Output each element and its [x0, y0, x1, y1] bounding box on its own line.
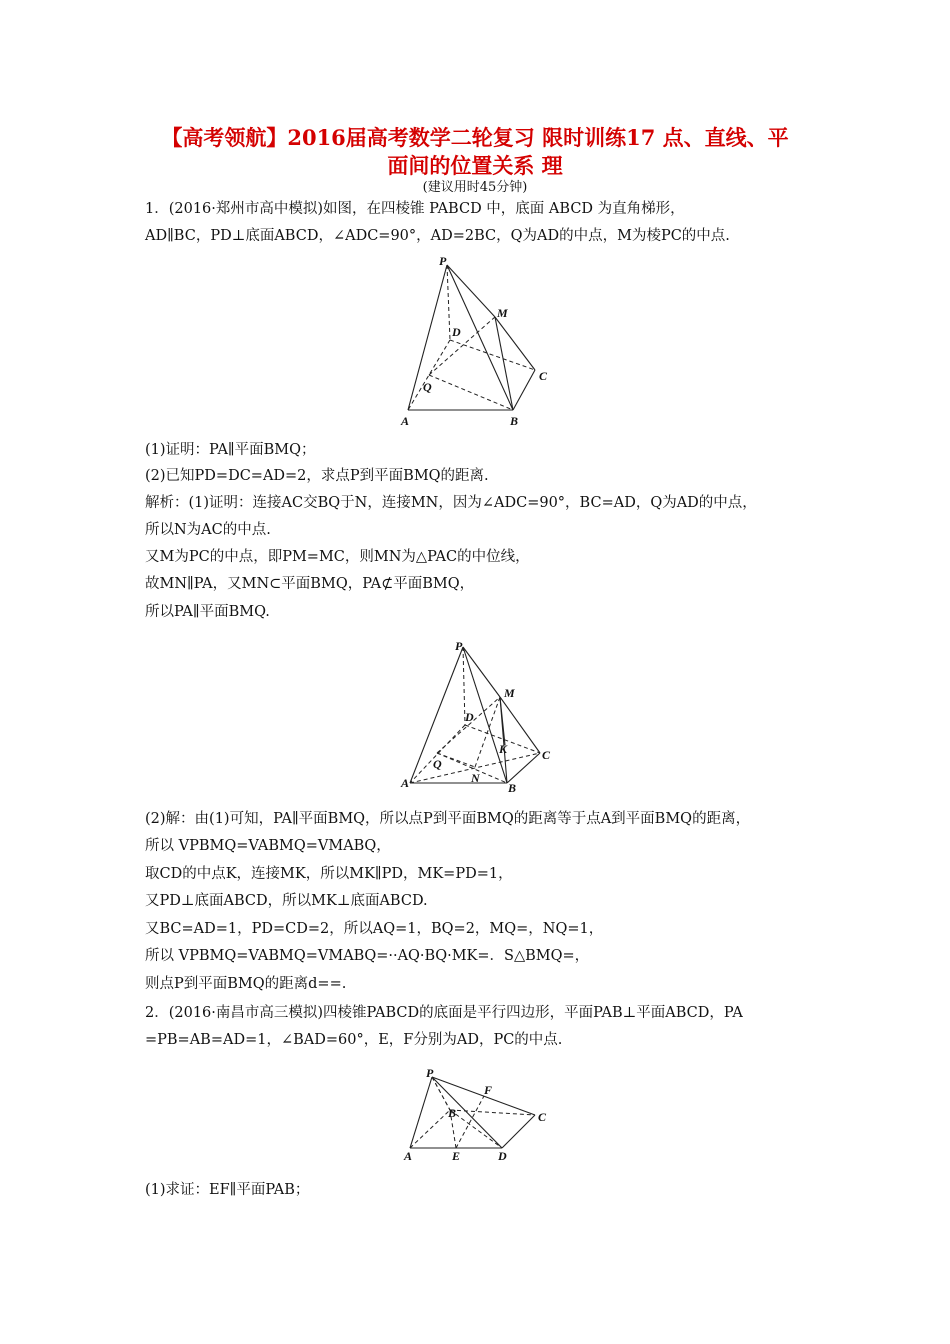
problem1-line2: AD∥BC，PD⊥底面ABCD，∠ADC=90°，AD=2BC，Q为AD的中点，M为棱PC的中点. — [145, 228, 730, 244]
fig3-label-b: B — [448, 1106, 457, 1120]
solution1-line3: 又M为PC的中点，即PM=MC，则MN为△PAC的中位线， — [145, 549, 530, 565]
problem2-question1: (1)求证：EF∥平面PAB； — [145, 1182, 310, 1198]
fig2-label-d: D — [465, 710, 474, 724]
fig3-label-f: F — [484, 1083, 493, 1097]
problem2-line2: =PB=AB=AD=1，∠BAD=60°，E，F分别为AD，PC的中点. — [145, 1032, 563, 1048]
solution1b-line4: 又PD⊥底面ABCD，所以MK⊥底面ABCD. — [145, 893, 428, 909]
subtitle: (建议用时45分钟) — [422, 180, 528, 195]
fig3-label-a: A — [404, 1149, 413, 1163]
solution1b-line7: 则点P到平面BMQ的距离d==. — [145, 976, 347, 992]
solution1b-line6: 所以 VPBMQ=VABMQ=VMABQ=··AQ·BQ·MK=．S△BMQ=， — [145, 948, 590, 964]
fig3-label-c: C — [538, 1110, 547, 1124]
solution1b-line2: 所以 VPBMQ=VABMQ=VMABQ， — [145, 838, 391, 854]
problem1-line1: 1．(2016·郑州市高中模拟)如图，在四棱锥 PABCD 中，底面 ABCD 为直角梯形， — [145, 201, 685, 217]
fig2-label-q: Q — [433, 757, 442, 771]
fig2-label-m: M — [504, 686, 515, 700]
figure-3-pyramid — [400, 1065, 560, 1165]
fig3-label-d: D — [498, 1149, 507, 1163]
figure-2-svg — [395, 635, 565, 795]
solution1-line2: 所以N为AC的中点. — [145, 522, 271, 538]
fig1-label-q: Q — [423, 380, 432, 394]
fig1-label-a: A — [401, 414, 410, 428]
fig2-label-c: C — [542, 748, 551, 762]
solution1-line1: 解析：(1)证明：连接AC交BQ于N，连接MN，因为∠ADC=90°，BC=AD，Q为AD的中点， — [145, 495, 757, 511]
solution1-line5: 所以PA∥平面BMQ. — [145, 604, 270, 620]
figure-1-svg — [395, 255, 565, 430]
problem1-question1: (1)证明：PA∥平面BMQ； — [145, 442, 316, 458]
solution1-line4: 故MN∥PA，又MN⊂平面BMQ，PA⊄平面BMQ， — [145, 576, 475, 592]
figure-2-pyramid — [395, 635, 565, 795]
solution1b-line3: 取CD的中点K，连接MK，所以MK∥PD，MK=PD=1， — [145, 866, 513, 882]
fig2-label-a: A — [401, 776, 410, 790]
figure-3-svg — [400, 1065, 560, 1165]
problem1-question2: (2)已知PD=DC=AD=2，求点P到平面BMQ的距离. — [145, 468, 489, 484]
figure-1-pyramid — [395, 255, 565, 430]
fig1-label-m: M — [497, 306, 508, 320]
fig2-label-b: B — [508, 781, 517, 795]
fig3-label-e: E — [452, 1149, 461, 1163]
fig1-label-p: P — [439, 255, 447, 268]
title-line-1: 【高考领航】2016届高考数学二轮复习 限时训练17 点、直线、平 — [161, 125, 789, 150]
solution1b-line1: (2)解：由(1)可知，PA∥平面BMQ，所以点P到平面BMQ的距离等于点A到平面BMQ的距离， — [145, 811, 751, 827]
fig2-label-p: P — [455, 639, 463, 653]
fig1-label-b: B — [510, 414, 519, 428]
fig1-label-d: D — [452, 325, 461, 339]
fig3-label-p: P — [426, 1066, 434, 1080]
problem2-line1: 2．(2016·南昌市高三模拟)四棱锥PABCD的底面是平行四边形，平面PAB⊥平面ABCD，PA — [145, 1005, 743, 1021]
fig2-label-k: K — [499, 742, 508, 756]
fig2-label-n: N — [471, 771, 480, 785]
solution1b-line5: 又BC=AD=1，PD=CD=2，所以AQ=1，BQ=2，MQ=，NQ=1， — [145, 921, 604, 937]
fig1-label-c: C — [539, 369, 548, 383]
title-line-2: 面间的位置关系 理 — [387, 153, 563, 178]
